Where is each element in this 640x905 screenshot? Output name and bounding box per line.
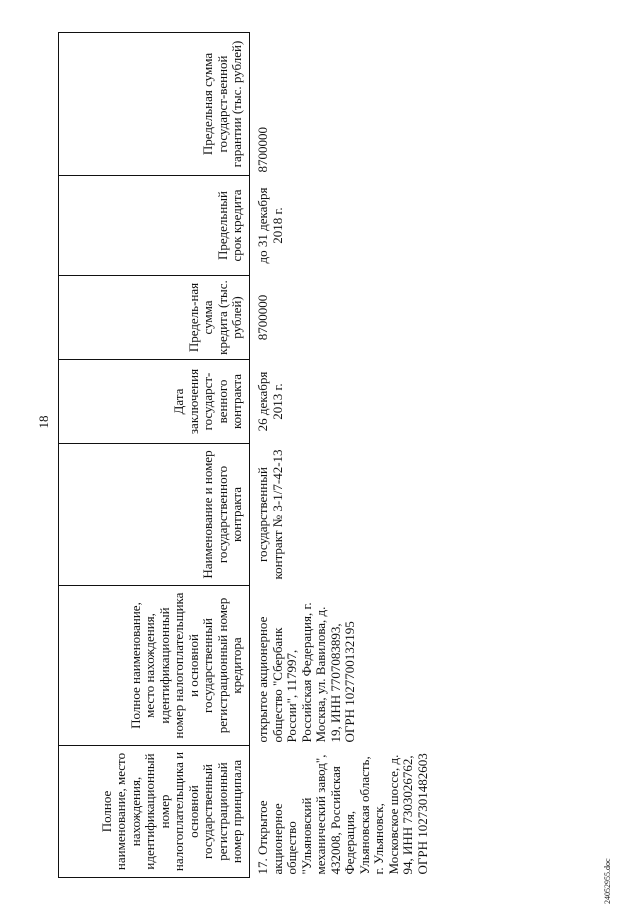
- cell-credit-term: до 31 декабря 2018 г.: [255, 187, 285, 264]
- guarantee-table: [58, 32, 431, 878]
- page-number: 18: [36, 415, 51, 429]
- cell-guarantee-amount: 8700000: [255, 127, 270, 173]
- cell-contract-date: 26 декабря 2013 г.: [255, 371, 285, 432]
- cell-creditor: открытое акционерное общество "Сбербанк России", 117997, Российская Федерация, г. Москва, ул. Вавилова, д. 19, ИНН 7707083893, ОГРН 1027700132195: [255, 602, 358, 743]
- rotated-page-content: [58, 33, 431, 878]
- header-creditor: Полное наименование, место нахождения, идентификационный номер налогоплательщика и основной государственный регистрационный номер кредитора: [59, 586, 250, 746]
- table-header-row: [59, 33, 250, 878]
- header-credit-amount: Предель-ная сумма кредита (тыс. рублей): [59, 276, 250, 360]
- header-guarantee-amount: Предельная сумма государст-венной гарантии (тыс. рублей): [59, 33, 250, 176]
- cell-credit-amount: 8700000: [255, 294, 270, 341]
- document-code: 24052955.doc: [603, 858, 612, 904]
- table-row: [250, 33, 431, 878]
- cell-principal: 17. Открытое акционерное общество "Ульяновский механический завод", 432008, Российская Федерация, Ульяновская область, г. Ульяновск, Московское шоссе, д. 94, ИНН 7303026762, ОГРН 1027301482603: [255, 753, 431, 875]
- cell-contract: государственный контракт № 3-1/7-42-13: [255, 449, 285, 580]
- header-credit-term: Предельный срок кредита: [59, 176, 250, 276]
- header-contract-date: Дата заключения государст-венного контракта: [59, 360, 250, 444]
- header-contract: Наименование и номер государственного контракта: [59, 444, 250, 586]
- header-principal: Полное наименование, место нахождения, идентификационный номер налогоплательщика и основной государственный регистрационный номер принципала: [59, 746, 250, 878]
